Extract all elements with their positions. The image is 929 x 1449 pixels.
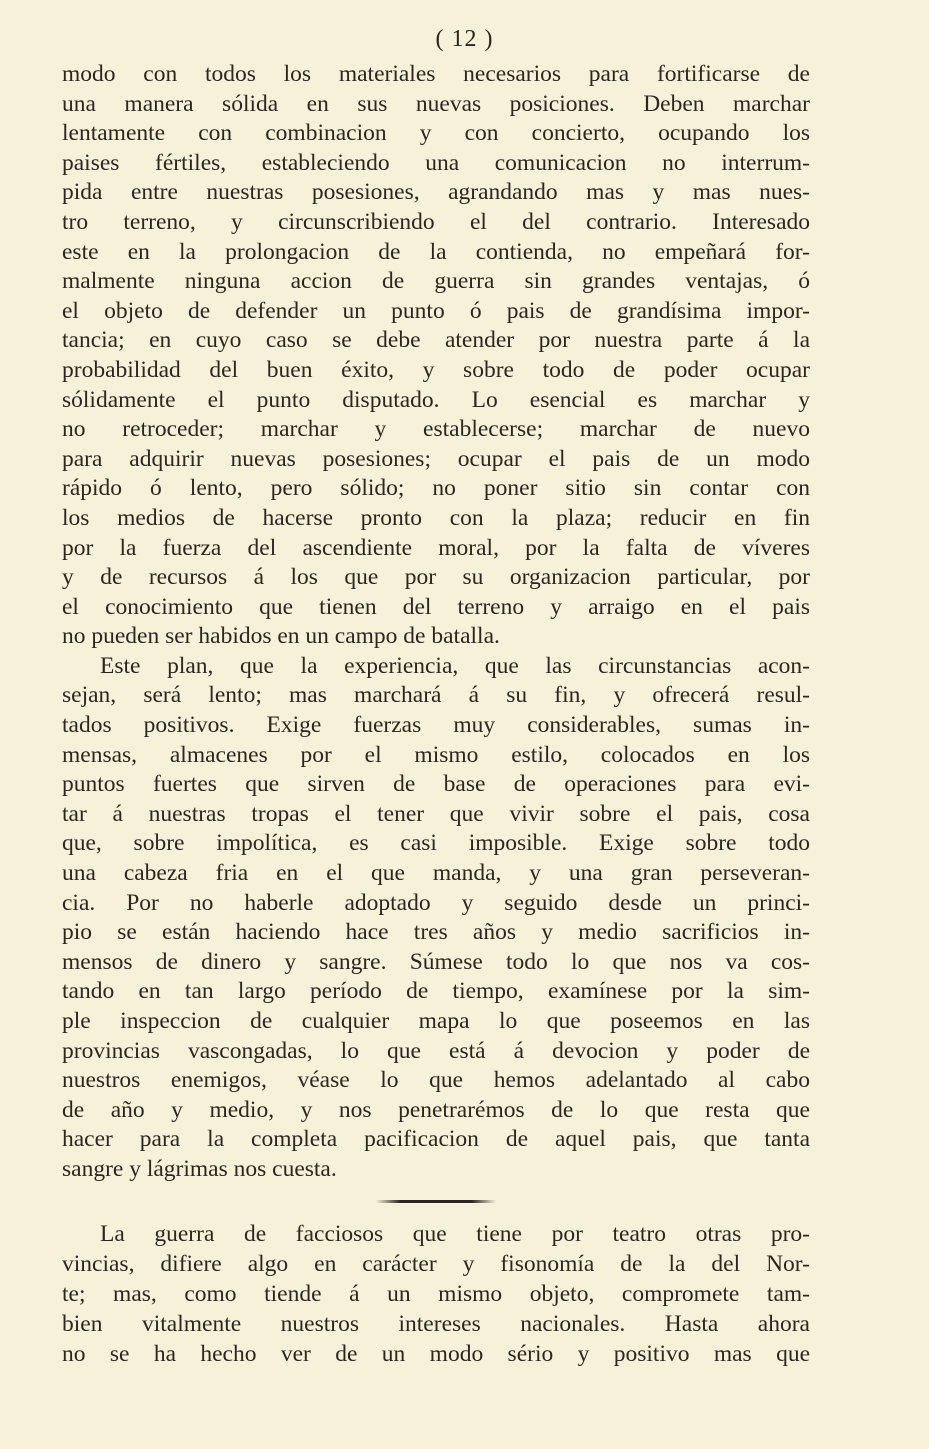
- text-line: te; mas, como tiende á un mismo objeto, compromete tam-: [62, 1280, 810, 1307]
- text-line: nuestros enemigos, véase lo que hemos adelantado al cabo: [62, 1067, 810, 1094]
- text-line: pida entre nuestras posesiones, agrandando mas y mas nues-: [62, 179, 810, 206]
- text-line: provincias vascongadas, lo que está á devocion y poder de: [62, 1037, 810, 1064]
- text-line: cia. Por no haberle adoptado y seguido desde un princi-: [62, 889, 810, 916]
- paragraph-3: [62, 1219, 810, 1369]
- text-line: y de recursos á los que por su organizacion particular, por: [62, 564, 810, 591]
- page-body: [62, 60, 810, 1369]
- text-line: una manera sólida en sus nuevas posiciones. Deben marchar: [62, 90, 810, 117]
- text-line: mensas, almacenes por el mismo estilo, colocados en los: [62, 741, 810, 768]
- text-line: no pueden ser habidos en un campo de batalla.: [62, 623, 500, 650]
- text-line: este en la prolongacion de la contienda, no empeñará for-: [62, 238, 810, 265]
- text-line: paises fértiles, estableciendo una comunicacion no interrum-: [62, 149, 810, 176]
- text-line: vincias, difiere algo en carácter y fisonomía de la del Nor-: [62, 1250, 810, 1277]
- text-line: lentamente con combinacion y con concierto, ocupando los: [62, 120, 810, 147]
- page-number: ( 12 ): [435, 26, 494, 52]
- text-line: mensos de dinero y sangre. Súmese todo lo que nos va cos-: [62, 948, 810, 975]
- paragraph-2: [62, 652, 810, 1185]
- text-line: sólidamente el punto disputado. Lo esencial es marchar y: [62, 386, 810, 413]
- text-line: puntos fuertes que sirven de base de operaciones para evi-: [62, 771, 810, 798]
- text-line: hacer para la completa pacificacion de aquel pais, que tanta: [62, 1126, 810, 1153]
- text-line: no se ha hecho ver de un modo sério y positivo mas que: [62, 1340, 810, 1367]
- text-line: por la fuerza del ascendiente moral, por la falta de víveres: [62, 534, 810, 561]
- text-line: el objeto de defender un punto ó pais de grandísima impor-: [62, 297, 810, 324]
- text-line: de año y medio, y nos penetrarémos de lo que resta que: [62, 1096, 810, 1123]
- text-line: para adquirir nuevas posesiones; ocupar el pais de un modo: [62, 445, 810, 472]
- text-line: tro terreno, y circunscribiendo el del contrario. Interesado: [62, 208, 810, 235]
- text-line: malmente ninguna accion de guerra sin grandes ventajas, ó: [62, 268, 810, 295]
- text-line: ple inspeccion de cualquier mapa lo que poseemos en las: [62, 1008, 810, 1034]
- text-line: rápido ó lento, pero sólido; no poner sitio sin contar con: [62, 475, 810, 502]
- text-line: La guerra de facciosos que tiene por teatro otras pro-: [100, 1220, 810, 1247]
- text-line: pio se están haciendo hace tres años y medio sacrificios in-: [62, 919, 810, 946]
- text-line: sangre y lágrimas nos cuesta.: [62, 1155, 337, 1182]
- text-line: una cabeza fria en el que manda, y una gran perseveran-: [62, 860, 810, 887]
- text-line: Este plan, que la experiencia, que las circunstancias acon-: [100, 652, 810, 679]
- text-line: tados positivos. Exige fuerzas muy considerables, sumas in-: [62, 712, 810, 739]
- paragraph-1: [62, 60, 810, 652]
- text-line: bien vitalmente nuestros intereses nacionales. Hasta ahora: [62, 1310, 810, 1337]
- text-line: tar á nuestras tropas el tener que vivir sobre el pais, cosa: [62, 800, 810, 827]
- text-line: tancia; en cuyo caso se debe atender por nuestra parte á la: [62, 327, 810, 354]
- text-line: el conocimiento que tienen del terreno y arraigo en el pais: [62, 593, 810, 620]
- text-line: no retroceder; marchar y establecerse; marchar de nuevo: [62, 416, 810, 443]
- text-line: tando en tan largo período de tiempo, examínese por la sim-: [62, 978, 810, 1005]
- text-line: sejan, será lento; mas marchará á su fin, y ofrecerá resul-: [62, 682, 810, 709]
- text-line: modo con todos los materiales necesarios para fortificarse de: [62, 61, 810, 87]
- text-line: los medios de hacerse pronto con la plaza; reducir en fin: [62, 504, 810, 531]
- text-line: que, sobre impolítica, es casi imposible. Exige sobre todo: [62, 830, 810, 857]
- text-line: probabilidad del buen éxito, y sobre todo de poder ocupar: [62, 356, 810, 383]
- section-divider: [62, 1185, 810, 1219]
